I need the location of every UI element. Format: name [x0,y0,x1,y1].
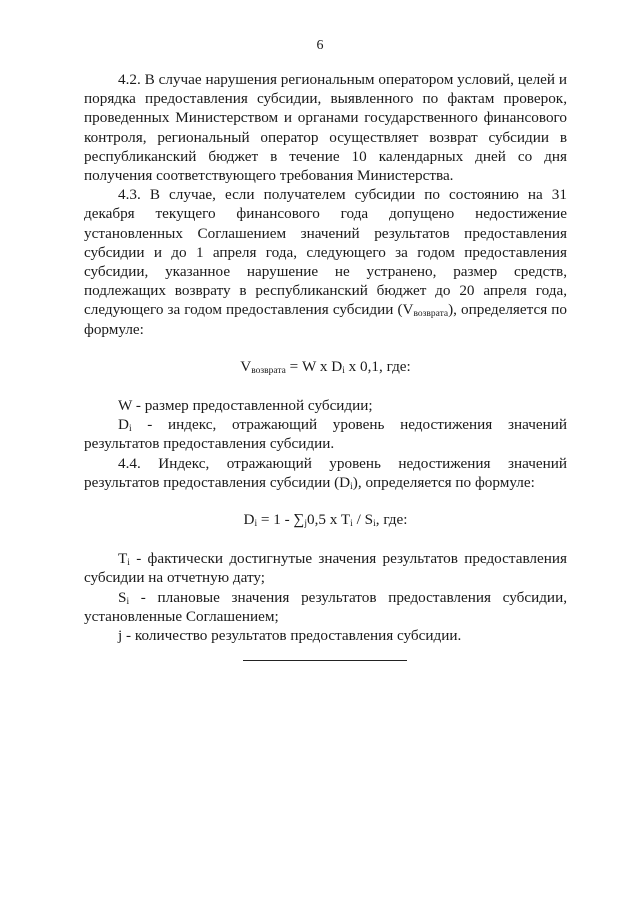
formula2-d-symbol: D [243,511,255,529]
definition-t-symbol: T [118,550,128,568]
formula-d-subscript: i [342,365,345,376]
formula2-s-part: / S [352,511,374,529]
definition-s-symbol: S [118,588,127,606]
formula-v-middle: = W x D [285,357,343,375]
formula2-end: , где: [375,511,408,529]
paragraph-4-3-text: 4.3. В случае, если получателем субсидии по состоянию на 31 декабря текущего финансового года допущено недостижение установленных Соглашением значений результатов предоставления субсидии и до 1 апреля года, следующего за годом предоставления субсидии, указанное нарушение не устранено, размер средств, подлежащих возврату в республиканский бюджет до 20 апреля года, следующего за годом предоставления субсидии (V [84,186,567,319]
definition-d-symbol: D [118,416,129,434]
definition-w: W - размер предоставленной субсидии; [118,397,373,415]
definition-d-text: - индекс, отражающий уровень недостижения значений результатов предоставления субсидии. [84,416,567,453]
definition-s [84,588,567,626]
paragraph-4-4-text: 4.4. Индекс, отражающий уровень недостижения значений результатов предоставления субсидии (D [84,454,567,491]
paragraph-4-4 [84,454,567,492]
subscript-vozvrata: возврата [413,309,449,320]
definition-s-text: - плановые значения результатов предоставления субсидии, установленные Соглашением; [84,588,567,625]
formula2-sum-subscript: j [304,519,307,530]
formula-v-subscript: возврата [251,365,286,376]
document-body [84,70,567,645]
paragraph-4-4-subscript: i [350,481,353,492]
formula2-t-subscript: i [350,519,353,530]
definition-t [84,549,567,587]
paragraph-4-3 [84,185,567,339]
definition-t-subscript: i [127,558,130,569]
definition-s-subscript: i [126,596,130,607]
formula-v-symbol: V [240,357,252,375]
definition-j: j - количество результатов предоставления субсидии. [118,627,462,645]
definition-d [84,415,567,453]
definition-d-subscript: i [128,424,132,435]
formula-d-index [84,510,567,529]
formula2-s-subscript: i [373,519,376,530]
definition-t-text: - фактически достигнутые значения результатов предоставления субсидии на отчетную дату; [84,550,567,587]
paragraph-4-3-end: ), определяется по формуле: [84,301,567,338]
paragraph-4-4-end: ), определяется по формуле: [352,473,535,491]
formula-v-end: x 0,1, где: [344,357,411,375]
footer-divider [243,660,407,661]
formula-v-vozvrata [84,357,567,376]
page-number: 6 [316,38,324,53]
formula2-d-subscript: i [254,519,258,530]
formula2-sum: = 1 - ∑ [257,511,305,529]
paragraph-4-2: 4.2. В случае нарушения региональным оператором условий, целей и порядка предоставления субсидии, выявленного по фактам проверок, проведенных Министерством и органами государственного финансового контроля, региональный оператор осуществляет возврат субсидии в республиканский бюджет в течение 10 календарных дней со дня получения соответствующего требования Министерства. [84,71,567,185]
formula2-t-part: 0,5 x T [306,511,351,529]
